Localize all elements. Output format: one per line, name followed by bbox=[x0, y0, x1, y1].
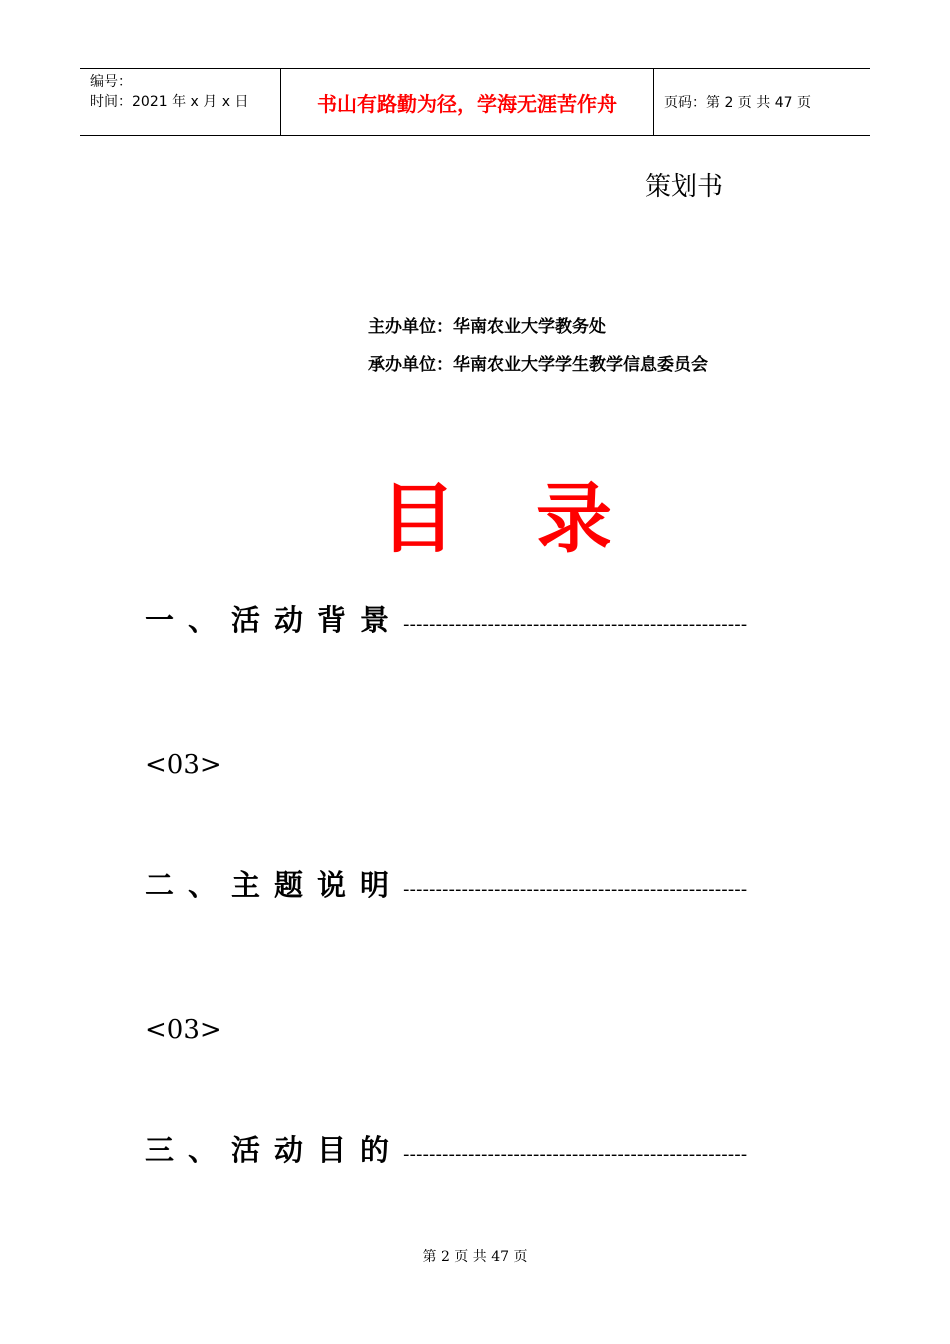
toc-entry[interactable] bbox=[145, 598, 807, 639]
toc-entry[interactable] bbox=[145, 863, 807, 904]
toc-entry-leader: ----------------------------------------------------- bbox=[403, 879, 748, 900]
page-info: 页码：第 2 页 共 47 页 bbox=[664, 95, 811, 111]
header-motto-cell bbox=[281, 69, 654, 135]
number-label: 编号： bbox=[90, 74, 132, 90]
toc-entry-page: <03> bbox=[145, 1015, 222, 1045]
toc-entry-leader: ----------------------------------------------------- bbox=[403, 614, 748, 635]
time-label: 时间：2021 年 x 月 x 日 bbox=[90, 94, 249, 110]
header-table bbox=[80, 68, 870, 136]
motto-text: 书山有路勤为径，学海无涯苦作舟 bbox=[317, 91, 617, 116]
toc-entry-label: 三、活动目的 bbox=[145, 1133, 404, 1167]
page-footer: 第 2 页 共 47 页 bbox=[422, 1249, 528, 1265]
toc-entry-label: 一、活动背景 bbox=[145, 603, 404, 637]
co-organizer-line: 承办单位：华南农业大学学生教学信息委员会 bbox=[368, 355, 708, 375]
header-meta-cell bbox=[80, 69, 281, 135]
document-title: 策划书 bbox=[645, 172, 724, 202]
toc-title: 目录 bbox=[380, 474, 692, 563]
toc-entry-leader: ----------------------------------------------------- bbox=[403, 1144, 748, 1165]
header-page-cell bbox=[654, 69, 870, 135]
toc-entry[interactable] bbox=[145, 1128, 807, 1169]
organizer-line: 主办单位：华南农业大学教务处 bbox=[368, 317, 606, 337]
toc-entry-page: <03> bbox=[145, 750, 222, 780]
toc-entry-label: 二、主题说明 bbox=[145, 868, 404, 902]
